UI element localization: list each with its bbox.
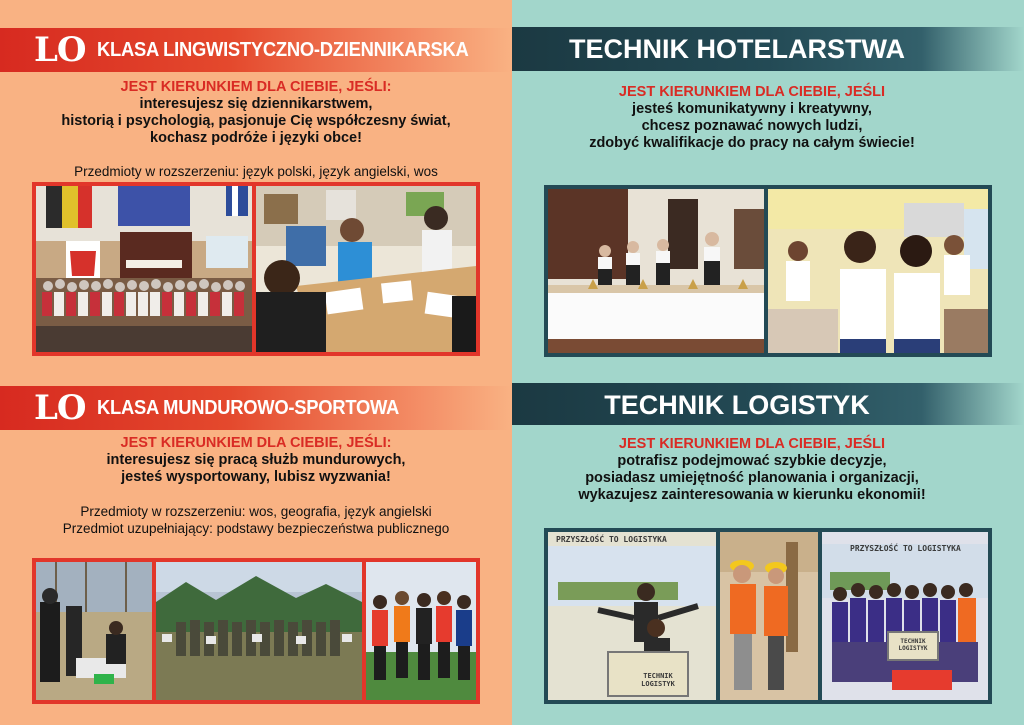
section-title: KLASA LINGWISTYCZNO-DZIENNIKARSKA [97,39,469,61]
photo-frame [32,558,480,704]
title-banner [0,386,512,430]
photo-sports-team [366,562,476,700]
description-line: kochasz podróże i języki obce! [150,130,362,146]
description-line: posiadasz umiejętność planowania i organizacji, [585,470,919,486]
section-heading: JEST KIERUNKIEM DLA CIEBIE, JEŚLI: [120,79,392,95]
description-line: zdobyć kwalifikacje do pracy na całym świecie! [589,135,915,151]
photo-school-hall [36,186,252,352]
photo-sign: TECHNIK LOGISTYK [898,638,928,652]
photo-frame [544,528,992,704]
description-line: wykazujesz zainteresowania w kierunku ekonomii! [578,487,926,503]
panel-technik-hotelarstwa [512,0,1024,380]
photo-sign: TECHNIK LOGISTYK [641,672,675,688]
subjects-line: Przedmioty w rozszerzeniu: język polski, język angielski, wos [74,164,438,179]
photo-logistics-group [822,532,988,700]
section-title: KLASA MUNDUROWO-SPORTOWA [97,397,400,419]
section-heading: JEST KIERUNKIEM DLA CIEBIE, JEŚLI: [120,435,392,451]
photo-journalism-class [256,186,476,352]
section-title: TECHNIK LOGISTYK [604,390,870,420]
panel-mundurowo-sportowa [0,380,512,725]
title-banner [512,383,1024,425]
photo-first-aid-training [36,562,152,700]
description-line: potrafisz podejmować szybkie decyzje, [617,453,887,469]
description-line: interesujesz się pracą służb mundurowych, [106,452,406,468]
lo-logo: LO [34,388,86,428]
photo-banquet-service [548,189,764,353]
photo-hotel-kitchen [768,189,988,353]
section-heading: JEST KIERUNKIEM DLA CIEBIE, JEŚLI [618,436,886,452]
panel-lingwistyczno-dziennikarska [0,0,512,380]
description [0,435,512,537]
description-line: chcesz poznawać nowych ludzi, [641,118,863,134]
panel-technik-logistyk [512,380,1024,725]
description [0,79,512,180]
photo-logistics-cart [548,532,716,700]
description [512,84,992,152]
section-title: TECHNIK HOTELARSTWA [569,34,905,64]
subjects-line: Przedmioty w rozszerzeniu: wos, geografia, język angielski [80,504,432,519]
subjects-line: Przedmiot uzupełniający: podstawy bezpieczeństwa publicznego [62,521,450,536]
title-banner [0,28,512,72]
photo-uniformed-group [156,562,362,700]
photo-sign: PRZYSZŁOŚĆ TO LOGISTYKA [556,535,667,544]
photo-frame [32,182,480,356]
lo-logo: LO [34,30,86,70]
description-line: jesteś wysportowany, lubisz wyzwania! [121,469,391,485]
title-banner [512,27,1024,71]
description [512,436,992,504]
description-line: historią i psychologią, pasjonuje Cię współczesny świat, [61,113,451,129]
photo-frame [544,185,992,357]
section-heading: JEST KIERUNKIEM DLA CIEBIE, JEŚLI [618,84,886,100]
description-line: jesteś komunikatywny i kreatywny, [632,101,872,117]
description-line: interesujesz się dziennikarstwem, [139,96,373,112]
photo-sign: PRZYSZŁOŚĆ TO LOGISTYKA [850,544,961,553]
photo-warehouse-workers [720,532,818,700]
